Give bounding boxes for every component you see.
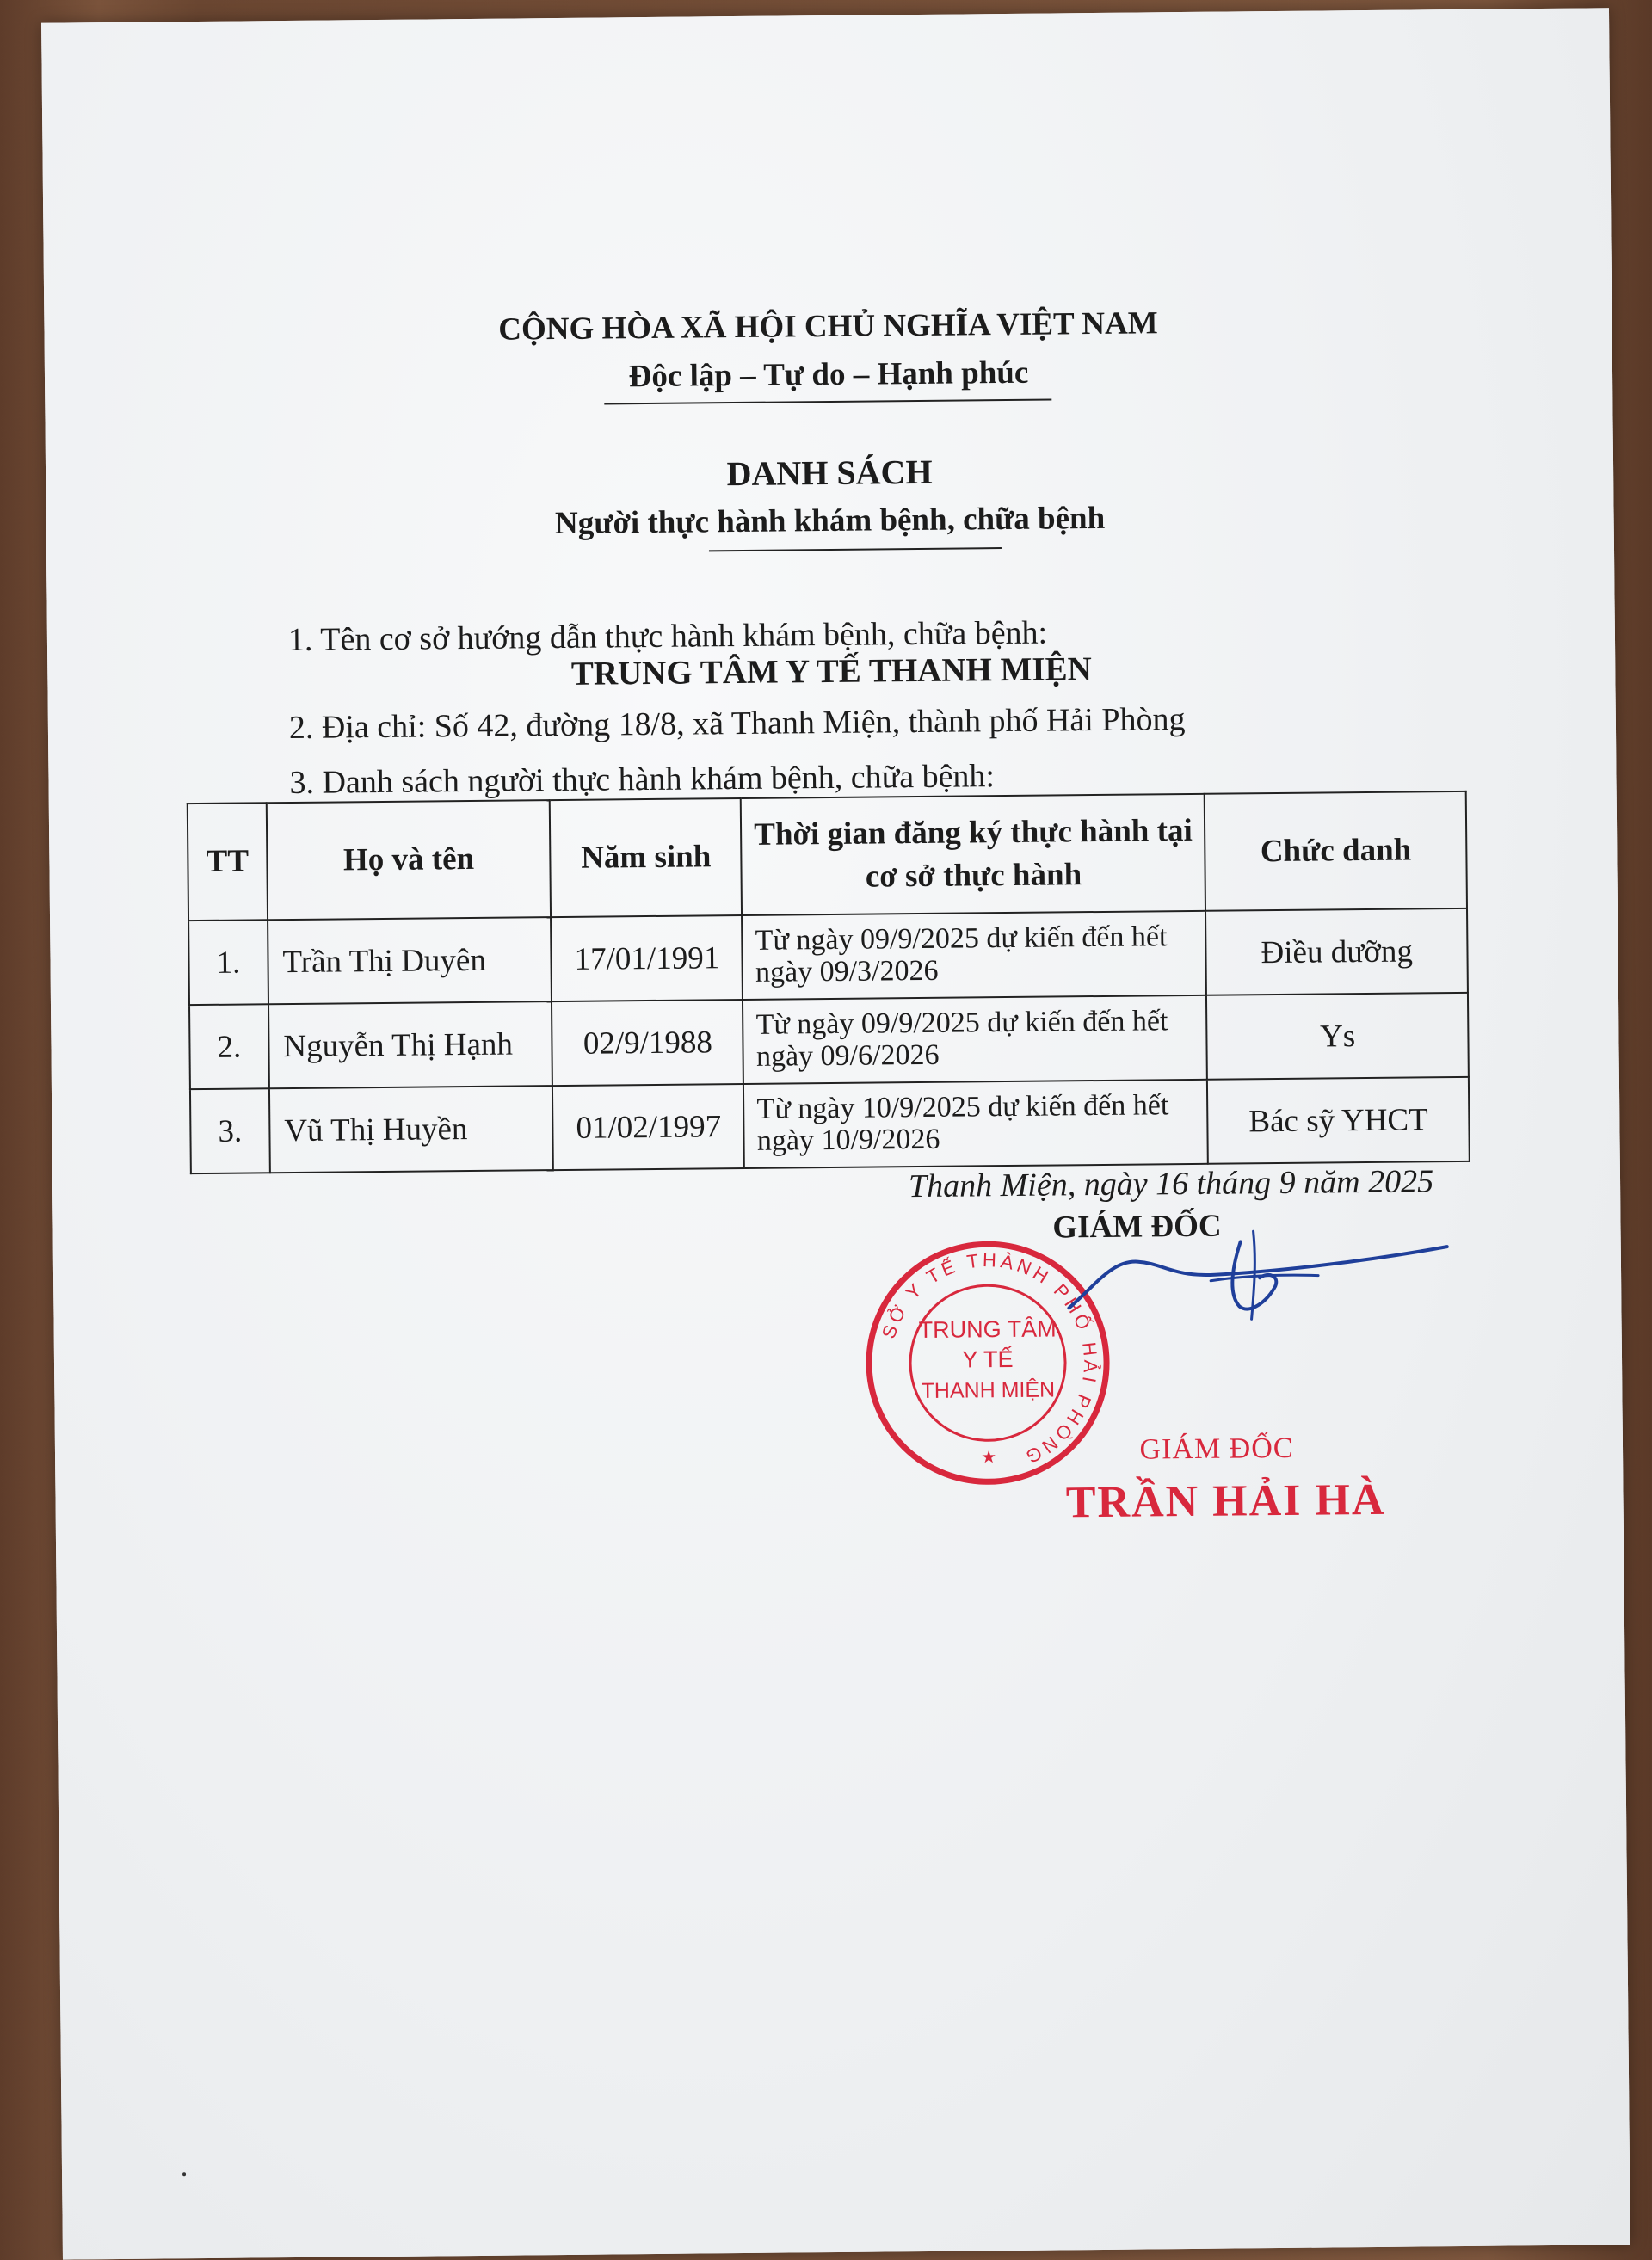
- facility-label: 1. Tên cơ sở hướng dẫn thực hành khám bệnh, chữa bệnh:: [287, 614, 1048, 659]
- stamp-role: GIÁM ĐỐC: [1139, 1432, 1294, 1466]
- cell-tt: 2.: [189, 1004, 269, 1089]
- cell-tt: 3.: [190, 1088, 270, 1173]
- cell-birth: 02/9/1988: [552, 1000, 743, 1086]
- signer-name: TRẦN HẢI HÀ: [1065, 1475, 1386, 1528]
- address-line: 2. Địa chỉ: Số 42, đường 18/8, xã Thanh Miện, thành phố Hải Phòng: [288, 701, 1186, 747]
- seal-ring-text: SỞ Y TẾ THÀNH PHỐ HẢI PHÒNG: [877, 1249, 1102, 1469]
- motto-underline: [604, 398, 1051, 404]
- practitioner-table: [187, 791, 1470, 1174]
- cell-name: Trần Thị Duyên: [268, 917, 552, 1004]
- table-row: [190, 1077, 1470, 1173]
- place-and-date: Thanh Miện, ngày 16 tháng 9 năm 2025: [908, 1163, 1434, 1205]
- director-role: GIÁM ĐỐC: [1052, 1208, 1222, 1246]
- cell-title: Ys: [1206, 993, 1468, 1080]
- header-tt: TT: [188, 803, 268, 921]
- header-period: Thời gian đăng ký thực hành tại cơ sở thực hành: [741, 794, 1205, 915]
- national-motto: Độc lập – Tự do – Hạnh phúc: [628, 354, 1029, 395]
- document-subtitle: Người thực hành khám bệnh, chữa bệnh: [554, 500, 1106, 542]
- header-title: Chức danh: [1205, 791, 1467, 911]
- cell-period: Từ ngày 10/9/2025 dự kiến đến hết ngày 10/9/2026: [743, 1080, 1208, 1168]
- cell-period: Từ ngày 09/9/2025 dự kiến đến hết ngày 09/3/2026: [742, 911, 1206, 1000]
- cell-title: Bác sỹ YHCT: [1207, 1077, 1469, 1164]
- cell-tt: 1.: [188, 920, 268, 1005]
- cell-name: Nguyễn Thị Hạnh: [268, 1001, 552, 1088]
- cell-period: Từ ngày 09/9/2025 dự kiến đến hết ngày 09/6/2026: [743, 995, 1207, 1084]
- header-name: Họ và tên: [267, 800, 552, 920]
- table-header-row: [188, 791, 1467, 921]
- facility-name: TRUNG TÂM Y TẾ THANH MIỆN: [570, 650, 1092, 693]
- seal-line-1: TRUNG TÂM: [918, 1315, 1057, 1344]
- document-paper: [41, 8, 1630, 2259]
- table-row: [189, 993, 1469, 1089]
- cell-name: Vũ Thị Huyền: [269, 1086, 553, 1173]
- cell-birth: 17/01/1991: [552, 915, 743, 1001]
- subtitle-underline: [709, 547, 1002, 551]
- list-label: 3. Danh sách người thực hành khám bệnh, chữa bệnh:: [289, 758, 996, 802]
- cell-birth: 01/02/1997: [552, 1084, 744, 1170]
- director-signature: [1017, 1222, 1465, 1330]
- seal-line-2: Y TẾ: [962, 1346, 1014, 1373]
- table-row: [188, 908, 1468, 1005]
- paper-speck: [182, 2172, 186, 2176]
- seal-line-3: THANH MIỆN: [921, 1377, 1056, 1404]
- document-title: DANH SÁCH: [726, 452, 933, 494]
- seal-star-icon: ★: [981, 1446, 997, 1468]
- header-birth: Năm sinh: [550, 798, 742, 917]
- cell-title: Điều dưỡng: [1205, 908, 1467, 995]
- national-heading: CỘNG HÒA XÃ HỘI CHỦ NGHĨA VIỆT NAM: [498, 305, 1158, 348]
